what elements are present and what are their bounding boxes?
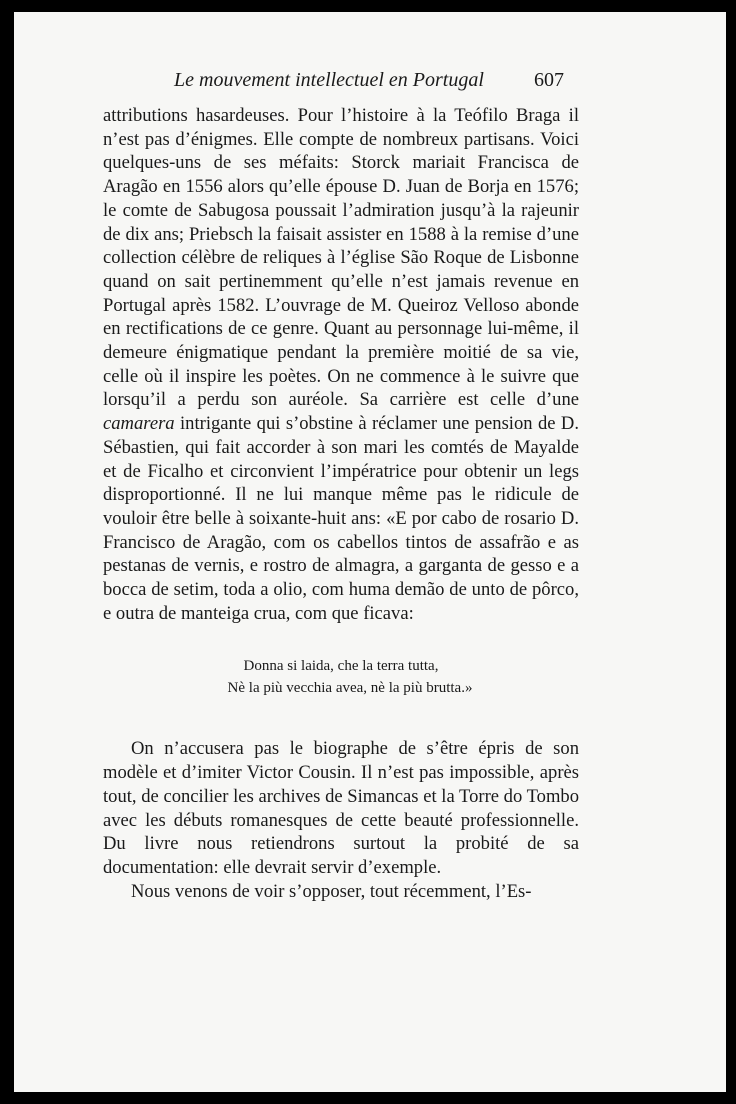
paragraph: Nous venons de voir s’opposer, tout récemment, l’Es-: [131, 880, 532, 902]
verse-quotation: [103, 655, 579, 699]
italic-term: camarera: [103, 413, 175, 435]
paragraph-text-continued: intrigante qui s’obstine à réclamer une pension de D. Sébastien, qui fait accorder à son mari les comtés de Mayalde et de Ficalho et circonvient l’impératrice pour obtenir un legs disproportionné. Il ne lui manque même pas le ridicule de vouloir être belle à soixante-huit ans: «E por cabo de rosario D. Francisco de Aragão, com os cabellos tintos de assafrão e as pestanas de vernis, e rostro de almagra, a garganta de gesso e a bocca de setim, toda a olio, com huma demão de unto de pôrco, e outra de manteiga crua, com que ficava:: [103, 413, 579, 624]
paragraph: On n’accusera pas le biographe de s’être épris de son modèle et d’imiter Victor Cousin. Il n’est pas impossible, après tout, de concilier les archives de Simancas et la Torre do Tombo avec les débuts romanesques de cette beauté professionnelle. Du livre nous retiendrons surtout la probité de sa documentation: elle devrait servir d’exemple.: [103, 738, 579, 878]
page-number: 607: [534, 69, 564, 91]
book-page: [14, 12, 726, 1092]
verse-line: Donna si laida, che la terra tutta,: [243, 658, 439, 675]
body-text: [103, 104, 579, 903]
running-head: [14, 69, 726, 99]
paragraph: [103, 104, 579, 625]
paragraph-text: attributions hasardeuses. Pour l’histoire à la Teófilo Braga il n’est pas d’énigmes. Elle compte de nombreux partisans. Voici quelques-uns de ses méfaits: Storck mariait Francisca de Aragão en 1556 alors qu’elle épouse D. Juan de Borja en 1576; le comte de Sabugosa poussait l’admiration jusqu’à la rajeunir de dix ans; Priebsch la faisait assister en 1588 à la remise d’une collection célèbre de reliques à l’église São Roque de Lisbonne quand on sait pertinemment qu’elle n’est jamais revenue en Portugal après 1582. L’ouvrage de M. Queiroz Velloso abonde en rectifications de ce genre. Quant au personnage lui-même, il demeure énigmatique pendant la première moitié de sa vie, celle où il inspire les poètes. On ne commence à le suivre que lorsqu’il a perdu son auréole. Sa carrière est celle d’une: [103, 105, 579, 411]
verse-line: Nè la più vecchia avea, nè la più brutta.»: [227, 680, 473, 697]
running-title: Le mouvement intellectuel en Portugal: [174, 69, 484, 91]
